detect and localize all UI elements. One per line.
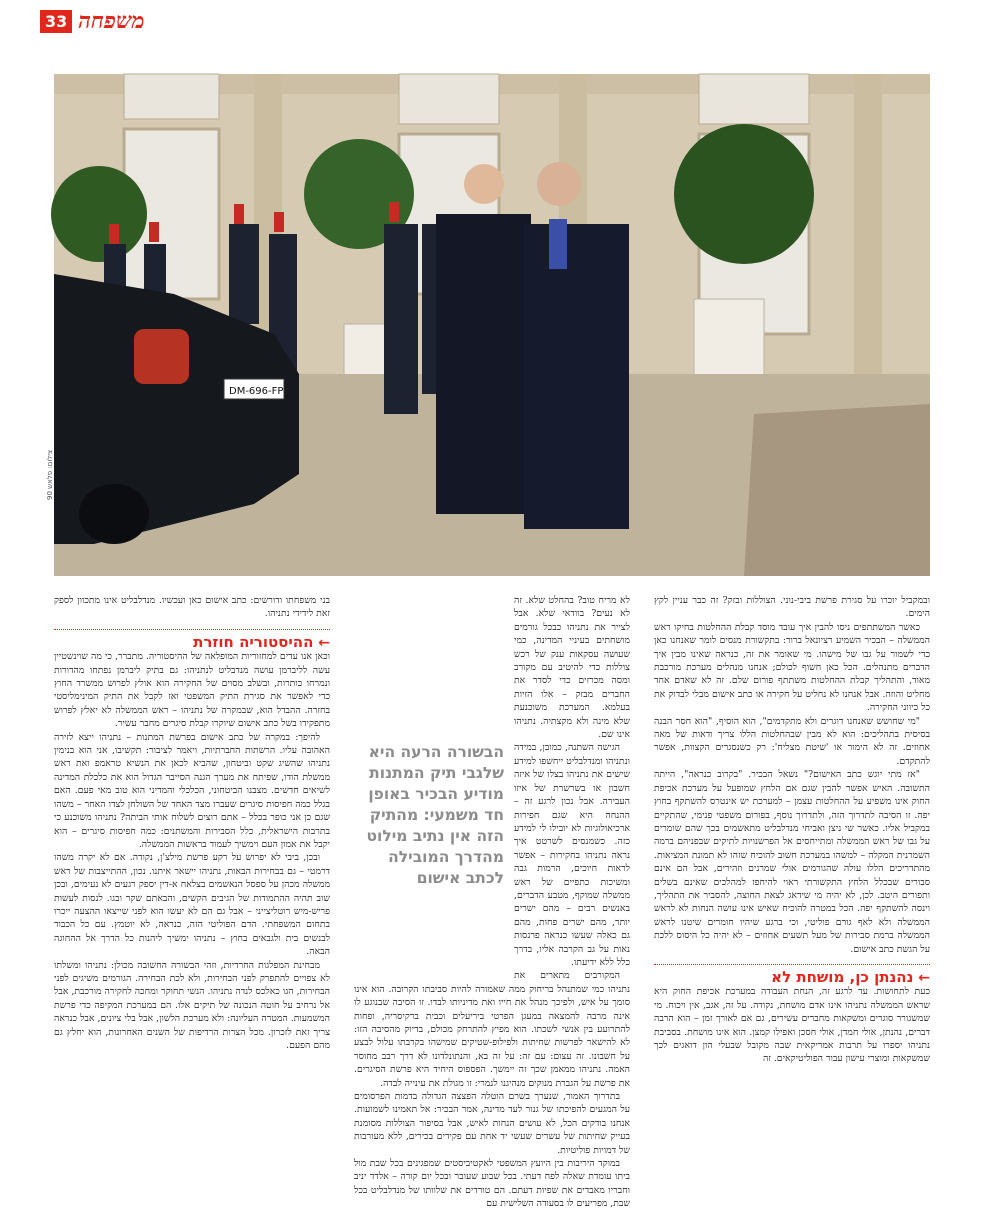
paragraph: במוקד היריבות בין היועץ המשפטי לאקטיביסטים שמפגינים בכל שבת מול ביתו עומדת שאלה לפח דעתי. בכל שבוע שעובר ובכל יום קורה – אלדד יניב וחבריו מאבדים את שפיות דעתם. הם טורדים את שלוותו של מנדלבליט בכל שבת, מפריעים לו בסעודה השלישית עם xyxy=(354,1158,630,1210)
paragraph: כעת לתחושות. עד לרגע זה, הנחת העבודה במערכת אכיפת החוק היא שראש הממשלה נתניהו אינו אדם מושחת, נקודה. על זה, אגב, אין ויכוח. מי שמשגורר סוגרים ומשקאות מחברים עשירים, גם אם לאורך זמן – הוא הרבה דברים, נהנתן, אולי חמדן, אולי חסכן ואפילו קמצן. הוא אינו מושחת. בסביבת נתניהו יספרו על תרבות אמריקאית שבה מקובל שבעלי הון דואגים לכך שמשקאות ומוצרי עישון עבור הפוליטיקאים. זה xyxy=(654,986,930,1065)
section-name: משפחה xyxy=(78,8,145,34)
paragraph: וכאן אנו עדים למחזוריות המופלאה של ההיסטוריה. מתברר, כי מה שוינשטיין עשה לליברמן עושה מנדבליט לנתניהו: גם בתיק ליברמן נפתחו מהדורות ונמרחו כותרות, ובשלב מסוים של החקירה הוא אולץ לפרוש ממשרד החוץ כדי לאפשר את סגירת התיק המשפטי ואז לקבל את התיק המינימליסטי בחזרה. ההבדל הוא, שבמקרה של נתניהו – ראש הממשלה לא יאלץ לפרוש מתפקידו בשל כתב אישום שיוקרו קבלת סיגרים מחבר עשיר. xyxy=(54,651,330,730)
paragraph: בני משפחתו ודורשים: כתב אישום כאן ועכשיו. מנדלבליט אינו מתכוון לספק זאת לידידי נתניהו. xyxy=(54,595,330,620)
arrow-left-icon: ← xyxy=(913,969,930,986)
main-photo xyxy=(54,74,930,576)
paragraph: ובכן, ביבי לא יפרוש על רקע פרשת מילצ'ן, נקודה. אם לא יקרה משהו דרמטי – גם בבחירות הבאות, נתניהו יישאר איתנו. נכון, ההתייצבות של ראש ממשלה מכהן על ספסל הנאשמים בצלאח א-דין יספק רגעים לא נעימים, ובכן שוב תהיה ההתמודות של הגיבים הקשים, והבאתם שקר ובגו. לנסות לעשות פריש-מיש רוטליצייני – אבל גם הם לא יעשו הוא לפני שייצאו ההצעה ייכרו בתחום המשפחתי. הדם הפוליטי הזה, כנראה, לא יוטמץ. עם כל הכבוד לבנשים בית ולגבאים בחוץ – נתניהו ימשיך ליהנות כל הדרך אל ההחוגה הבאה. xyxy=(54,852,330,958)
pull-quote: הבשורה הרעה היא שלגבי תיק המתנות מודיע הבכיר באופן חד משמעי: מהתיק הזה אין נתיב מילוט מהדרך המובילה לכתב אישום xyxy=(366,743,504,887)
license-plate: DM-696-FP xyxy=(229,386,284,397)
top-strip xyxy=(0,0,984,8)
paragraph: "מי שחושש שאנחנו דוגרים ולא מתקדמים", הוא הוסיף, "הוא חסר הבנה בסיסית בתהליכים: הוא לא מבין שבהחלטות הללו צריך ודאות של מאה אחוזים. זה לא הימור או 'שיטת מצליח': רק כשנסגרים הקצוות, אפשר להתקדם. xyxy=(654,715,930,767)
page-number: 33 xyxy=(40,10,72,33)
divider xyxy=(54,629,330,630)
article-body xyxy=(54,594,930,1210)
column-middle xyxy=(354,594,630,1210)
paragraph: המקורבים מתארים את נתניהו כמי שמתנהל בריחוק ממה שאמורה להיות סביבתו הקרובה. הוא אינו סומך על איש, ולפיכך מנהל את חייו ואת מדיניותו לבדו. זו הסיבה שבנוגע לו אינה מרבה להמצאה במעגן הפרטי ביריעלים וכבית ברקיסריה, ופחות להתרועע בין אנשי לשכתו. הוא מפיץ להתרחק מכולם, בדיוק מהסיבה הזו: לא להישאר לפרשות שחיתות ולפילופ-שטיקים שמישהו בקרבתו עלול לבצע על חשבונו. זה עצום: עם זה: על זה בא, והנתונלדונו לא דרך רבב מחוסר האמה. נתניהו ממאמן שכך זה יימשך. הפספוס היחיד היא פרשת הסיגרים. את פרשת על הגברת מנוקים מנהיגנו לנמרי: זו מגולת את עינייה לבדה. xyxy=(354,970,630,1089)
subheading-hedonist xyxy=(654,967,930,986)
paragraph: לא מריח טוב? בהחלט שלא. זה לא נעים? בוודאי שלא. אבל לצייר את נתניהו כבכל גורמים מושחתים בעיניי המדינה, כמי שעושה עסקאות ענק של רכש צוללות כדי להיטיב עם מקורב ומסה מכרזים כדי לסדר את החברים מבזק – אלו הזיות בעלמא. המערכת משוכנעת שלא מינה ולא מקצתיה. נתניהו אינו שם. xyxy=(514,595,630,741)
divider xyxy=(654,964,930,965)
photo-illustration xyxy=(54,74,930,576)
subheading-text: נהנתן כן, מושחת לא xyxy=(771,967,914,986)
paragraph: מבחינת המפלגות החרדיות, וזהי הבשורה החשובה מכולן: נתניהו ומשלתו לא צפויים להתפרק לפני הבחירות, ולא לכת הבחירה. הגורמים משיגים לפני הבחירות, הגו כאלכס לנדה נתניהו. הנשי תחוקר ומחכה לחקירה מורכבת, אבל אל נרחיב על חוטה הנכונה של תיקים אלו. הם במערכת המקיפה כדי פרשת המשמעות. המטרה העליונה: ולא מערכת הלשון, אבל בלי ציונים, אבל כנראה צריך זאת לזכרון. מכל הצרות הרדיפות של השנים האחרונות, הוא יחלץ גם מהם הפעם. xyxy=(54,959,330,1051)
subheading-text: ההיסטוריה חוזרת xyxy=(193,632,314,651)
paragraph: "אז מתי יוגש כתב האישום?" נשאל הבכיר. "בקרוב כנראה", הייתה התשובה. האיש אפשר להבין שגם אם הלחץ שמופעל על מערכת אכיפת החוק אינו משפיע על ההחלטות עצמן – למערכת יש אינטרס להשתקף בחוץ יפה. זו הסיבה לתדרוך הזה, ולתדרוך נוסף, בפורום משפטי פנימי, שהתקיים במקביל אליו. כאשר שי ניצן ואביחי מנדלבליט מתאשמים בכך שהם שומרים על גבו של ראש הממשלה ומתייחסים אל הפרשנויות לתיקים שבפניהם ברמה השמרנית המקלה – למשהו במערכת חשוב להוכיח שזהו לא תמונת המציאות. מהתדריכים הללו עולה שהגורמים אולי שמרנים וזהירים, אבל הם אינם סבורים שבכלל הלחץ התקשורתי ראוי להיחפז למהלכים שאינם בשלים ותפורים היטב. לכן, לא יהיה מי שידאג לצאת החוצה, להסביר את התהליך, וינסה להשתקף יפה. הכל במטרה להוכיח שאיש אינו עושה הנחות לא לראש הממשלה ולא לאף גורם פוליטי, וכי ברגע שיהיו חומרים שיטנו לראש הממשלה ברמת סבירות של מעל תשעים אחוזים – לא יהיה כל היסוס ללכת על הגשת כתב אישום. xyxy=(654,769,930,955)
arrow-left-icon: ← xyxy=(313,634,330,651)
subheading-history xyxy=(54,632,330,651)
paragraph: ובמקביל יוכרו על סגירת פרשת ביבי-נוני. הצוללות ובזק? זה כבר עניין לקץ הימים. xyxy=(654,595,930,620)
paragraph: הגישה השתנה, כמובן, במידה ונתניהו ומנדלבליט ייחשפו למידע שישים את נתניהו בצלו של איזה חשבון או בשרשרת של איזו העבירה. אבל נכון לרגע זה – ההנחה היא שגם חפירות ארכיאולוגיות לא יובילו לי למידע כזה. כשמנסים לשרטט איך נראה נתניהו בחקירות – אפשר לראות חיוכים, הרמות גבה ומשיכות כתפיים של ראש ממשלה שמוקף, מטבע הדברים, באנשים רבים – מהם ישרים יותר, מהם ישרים פחות, מהם גם כאלה שעשו כנראה פרנסות נאות על גב הקרבה אליו, בדרך כלל ללא ידיעתו. xyxy=(514,742,630,968)
paragraph: בתדרוך האמור, שנערך בשרם הוטלה הפצצה הגדולה בדמות הפרסומים על המגעים להפיכתו של גנור לעד מדינה, אמר הבכיר: אל תאמינו לשמועות. אנחנו בודקים הכל, לא עושים הנחות לאיש, אבל בסיפור הצוללות מסומנת בעייק שחיתות של עשרים שעשי יד אחת עם פקידים בכירים, ללא מעורבות של דמויות פוליטיות. xyxy=(354,1091,630,1156)
photo-credit: צילום: פלאש 90 xyxy=(46,450,54,500)
column-left xyxy=(54,594,330,1194)
paragraph: להיפך: במקרה של כתב אישום בפרשת המתנות – נתניהו ייצא לזירה האהובה עליו. הרשתות החברתיות, ויאמר לציבור: תקשיבו, אני הוא בנימין נתניהו שהשיג שקט וביטחון, שהביא לכאן את הנשיא טראמפ ואת ראש ממשלת הודו, שפיתח את מערך הגנה הסייבר הגדול הוא את כלכלת המדינה לשיאים חדשים. מצבנו הביטחוני, הכלכלי והמדיני הוא טוב מאי פעם. האם בגלל כמה חפיסות סיגרים שעברו מצד האחד של השולחן לצדו האחר – משהו שגם כן אני כופר בכלל – אתם רוצים לשלוח אותי הביתה? נתניהו משוכנע כי בתרבות הישראלית, כלל הסבירות והמשתנים: כמה חפיסות סיגרים – הוא יקבל את אמון העם וימשיך לעמוד בראשות הממשלה. xyxy=(54,731,330,850)
page-header xyxy=(40,8,145,34)
paragraph: כאשר המשתתפים ניסו להבין איך עובד מוסד קבלת ההחלטות בחיקו ראש הממשלה – הבכיר השמיע רציונאל ברור: בתקשורת מנסים לומר שאנחנו כאן כדי לשמור על גבו של מישהו. מי שאומר את זה, כנראה שאינו מבין איך הדברים מתנהלים. הכל כאן חשוף לכולם; אנחנו מנהלים מערכת מורכבת מאוד, והתהליך קבלת ההחלטות משתתף פורום שלם. זה לא שאדם אחד מחליט והוזה. אבל אנחנו לא נחליט על חקירה או כתב אישום מבלי לבדוק את כל כיווני החקירה. xyxy=(654,621,930,714)
column-right xyxy=(654,594,930,1194)
